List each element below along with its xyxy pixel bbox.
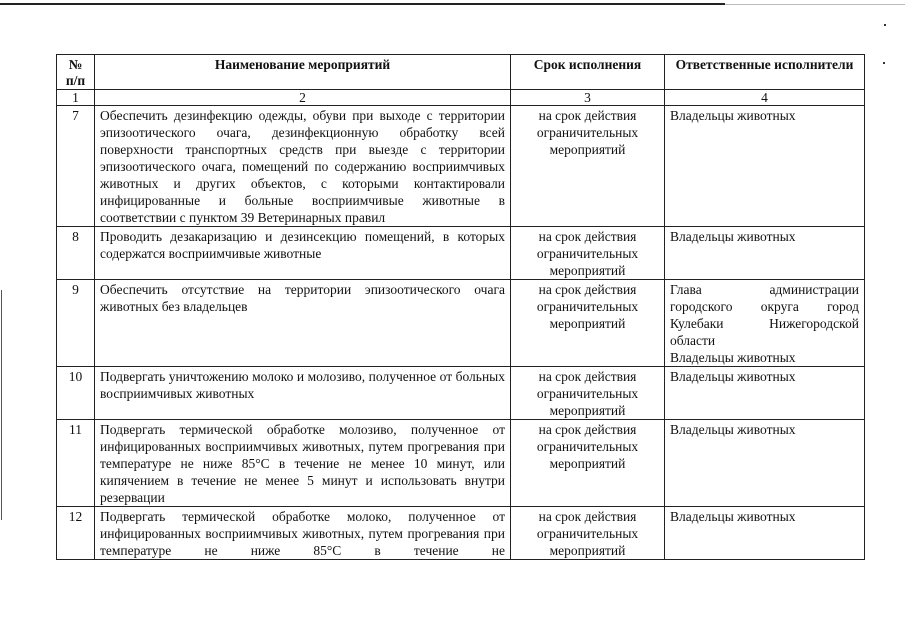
row-number: 11 xyxy=(57,420,95,507)
row-number: 7 xyxy=(57,106,95,227)
header-action: Наименование мероприятий xyxy=(95,55,511,90)
table-row xyxy=(57,367,865,420)
table-row xyxy=(57,507,865,560)
column-number: 2 xyxy=(95,90,511,106)
header-number: № п/п xyxy=(57,55,95,90)
table-row xyxy=(57,106,865,227)
row-action: Подвергать термической обработке молоко, полученное от инфицированных восприимчивых животных, путем прогревания при температуре не ниже 85°С в течение не xyxy=(95,507,511,560)
row-number: 12 xyxy=(57,507,95,560)
row-action: Подвергать уничтожению молоко и молозиво, полученное от больных восприимчивых животных xyxy=(95,367,511,420)
row-responsible: Владельцы животных xyxy=(665,106,865,227)
table-row xyxy=(57,280,865,367)
row-term: на срок действия ограничительных мероприятий xyxy=(511,106,665,227)
column-number: 4 xyxy=(665,90,865,106)
measures-table xyxy=(56,54,865,560)
row-term: на срок действия ограничительных мероприятий xyxy=(511,367,665,420)
scan-top-border-line-faint xyxy=(725,4,905,5)
row-term: на срок действия ограничительных мероприятий xyxy=(511,507,665,560)
scan-speck xyxy=(883,62,885,64)
row-term: на срок действия ограничительных мероприятий xyxy=(511,227,665,280)
scan-speck xyxy=(884,24,886,26)
row-number: 9 xyxy=(57,280,95,367)
row-responsible: Владельцы животных xyxy=(665,227,865,280)
row-number: 10 xyxy=(57,367,95,420)
row-responsible: Владельцы животных xyxy=(665,367,865,420)
row-responsible: Владельцы животных xyxy=(665,420,865,507)
row-number: 8 xyxy=(57,227,95,280)
row-responsible xyxy=(665,280,865,367)
table-row xyxy=(57,227,865,280)
header-term: Срок исполнения xyxy=(511,55,665,90)
column-number: 1 xyxy=(57,90,95,106)
row-action: Обеспечить отсутствие на территории эпизоотического очага животных без владельцев xyxy=(95,280,511,367)
column-number-row xyxy=(57,90,865,106)
responsible-owners: Владельцы животных xyxy=(670,350,796,365)
column-number: 3 xyxy=(511,90,665,106)
table-header-row xyxy=(57,55,865,90)
responsible-head-of-administration: Глава администрации городского округа город Кулебаки Нижегородской области xyxy=(670,282,859,348)
scan-top-border-line xyxy=(0,3,725,5)
scan-left-edge-mark xyxy=(1,290,2,520)
row-term: на срок действия ограничительных мероприятий xyxy=(511,420,665,507)
row-action: Проводить дезакаризацию и дезинсекцию помещений, в которых содержатся восприимчивые животные xyxy=(95,227,511,280)
row-action: Обеспечить дезинфекцию одежды, обуви при выходе с территории эпизоотического очага, дезинфекционную обработку всей поверхности транспортных средств при выезде с территории эпизоотического очага, помещений по содержанию восприимчивых животных и других объектов, с которыми контактировали инфицированные и больные восприимчивые животные в соответствии с пунктом 39 Ветеринарных правил xyxy=(95,106,511,227)
table-row xyxy=(57,420,865,507)
row-action: Подвергать термической обработке молозиво, полученное от инфицированных восприимчивых животных, путем прогревания при температуре не ниже 85°С в течение не менее 10 минут, или кипячением в течение не менее 5 минут и использовать внутри резервации xyxy=(95,420,511,507)
row-responsible: Владельцы животных xyxy=(665,507,865,560)
row-term: на срок действия ограничительных мероприятий xyxy=(511,280,665,367)
header-responsible: Ответственные исполнители xyxy=(665,55,865,90)
